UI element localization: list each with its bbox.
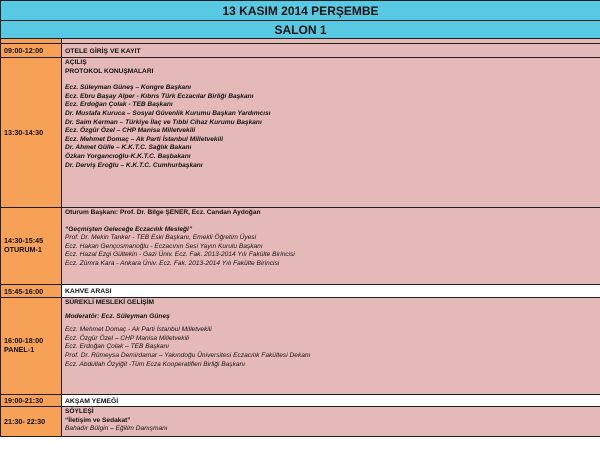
panel-1-time: 16:00-18:00	[4, 336, 44, 346]
session-1	[62, 208, 600, 285]
time-panel-1	[1, 298, 62, 395]
session-1-time: 14:30-15:45	[4, 236, 44, 246]
session-topic: “Geçmişten Geleceğe Eczacılık Mesleği”	[65, 225, 193, 233]
speaker: Dr. Saim Kerman – Türkiye İlaç ve Tıbbi Cihaz Kurumu Başkanı	[65, 118, 262, 126]
speaker: Prof. Dr. Mekin Tanker - TEB Eski Başkanı, Emekli Öğretim Üyesi	[65, 234, 257, 242]
title-registration: OTELE GİRİŞ VE KAYIT	[62, 44, 600, 58]
hall-header: SALON 1	[1, 21, 600, 39]
panel-title: SÜREKLİ MESLEKİ GELİŞİM	[65, 299, 155, 306]
speaker: Ecz. Özgür Özel – CHP Manisa Milletvekili	[65, 334, 189, 342]
time-dinner: 19:00-21:30	[1, 395, 62, 407]
speaker: Ecz. Mehmet Domaç – Ak Parti İstanbul Milletvekili	[65, 135, 224, 143]
speaker: Dr. Derviş Eroğlu – K.K.T.C. Cumhurbaşkanı	[65, 161, 203, 169]
speaker: Ecz. Ebru Başay Alper - Kıbrıs Türk Eczacılar Birliği Başkanı	[65, 92, 254, 100]
speaker: Prof. Dr. Rümeysa Demirdamar – Yakındoğu Üniversitesi Eczacılık Fakültesi Dekanı	[65, 351, 311, 359]
date-header: 13 KASIM 2014 PERŞEMBE	[1, 1, 600, 21]
protocol-title: PROTOKOL KONUŞMALARI	[65, 67, 154, 75]
speaker: Dr. Ahmet Gülle – K.K.T.C. Sağlık Bakanı	[65, 144, 192, 152]
speaker: Dr. Mustafa Kuruca – Sosyal Güvenlik Kurumu Başkan Yardımcısı	[65, 109, 271, 117]
talk-topic: “İletişim ve Sedakat”	[65, 416, 131, 424]
time-session-1	[1, 208, 62, 285]
talk-title: SÖYLEŞİ	[65, 408, 94, 415]
speaker: Ecz. Erdoğan Çolak - TEB Başkanı	[65, 101, 173, 109]
opening-session	[62, 58, 600, 208]
dinner: AKŞAM YEMEĞİ	[62, 395, 600, 407]
speaker: Ecz. Özgür Özel – CHP Manisa Milletvekili	[65, 127, 196, 135]
speaker: Ecz. Hazal Ezgi Gültekin - Gazi Üniv. Ecz. Fak. 2013-2014 Yılı Fakülte Birincisi	[65, 251, 295, 259]
panel-1-label: PANEL-1	[4, 345, 35, 354]
speaker: Ecz. Erdoğan Çolak – TEB Başkanı	[65, 343, 170, 351]
speaker: Özkan Yorgancıoğlu-K.K.T.C. Başbakanı	[65, 152, 191, 160]
opening-title: AÇILIŞ	[65, 59, 87, 66]
time-opening: 13:30-14:30	[1, 58, 62, 208]
time-coffee-break: 15:45-16:00	[1, 285, 62, 298]
coffee-break: KAHVE ARASI	[62, 285, 600, 298]
talk-speaker: Bahadır Bülgin – Eğitim Danışmanı	[65, 425, 168, 433]
speaker: Ecz. Zümra Kara - Ankara Üniv. Ecz. Fak. 2013-2014 Yılı Fakülte Birincisi	[65, 259, 280, 267]
session-chair: Oturum Başkanı: Prof. Dr. Bilge ŞENER, Ecz. Candan Aydoğan	[65, 209, 261, 216]
speaker: Ecz. Mehmet Domaç - Ak Parti İstanbul Milletvekili	[65, 326, 212, 334]
speaker: Ecz. Süleyman Güneş – Kongre Başkanı	[65, 84, 192, 92]
speaker: Ecz. Hakan Gençosmanoğlu - Eczacının Sesi Yayın Kurulu Başkanı	[65, 242, 263, 250]
talk	[62, 407, 600, 437]
speaker: Ecz. Abdullah Özyiğit -Tüm Ecza Kooperatifleri Birliği Başkanı	[65, 360, 246, 368]
panel-moderator: Moderatör: Ecz. Süleyman Güneş	[65, 312, 170, 320]
session-1-label: OTURUM-1	[4, 245, 42, 254]
time-registration: 09:00-12:00	[1, 44, 62, 58]
time-talk: 21:30- 22:30	[1, 407, 62, 437]
panel-1	[62, 298, 600, 395]
